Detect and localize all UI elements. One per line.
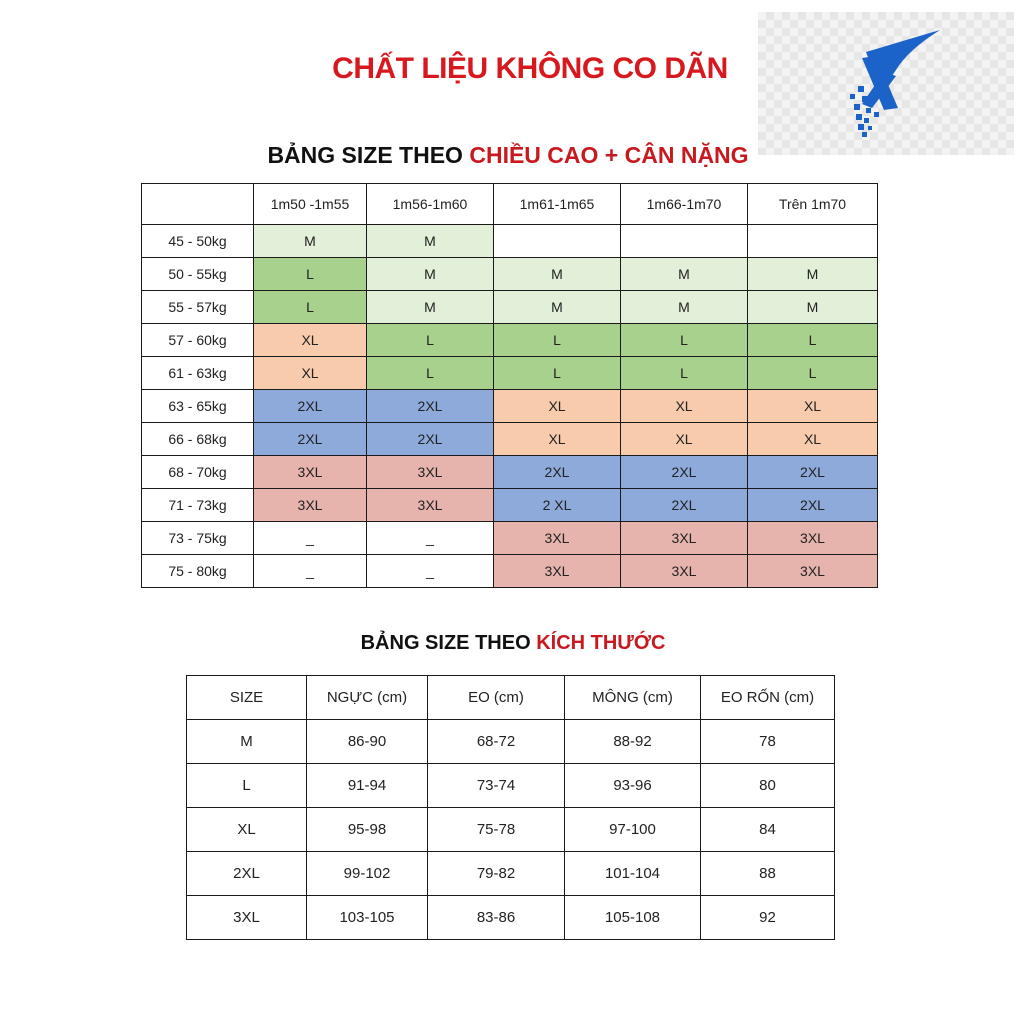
size-cell: 3XL [621,522,748,555]
size-label-cell: 2XL [187,852,307,896]
weight-range-label: 45 - 50kg [142,225,254,258]
table-row [142,357,878,390]
size-cell: M [254,225,367,258]
size-cell: _ [367,522,494,555]
size-cell: M [367,225,494,258]
measurement-cell: 88 [701,852,835,896]
weight-range-label: 57 - 60kg [142,324,254,357]
measurement-cell: 79-82 [428,852,565,896]
table-row [142,291,878,324]
size-cell: M [367,258,494,291]
table-row [142,555,878,588]
table-row [142,225,878,258]
measurement-cell: 73-74 [428,764,565,808]
size-cell: M [367,291,494,324]
size-cell: M [621,291,748,324]
height-weight-table-title [0,142,1016,169]
measurement-cell: 68-72 [428,720,565,764]
measurement-cell: 78 [701,720,835,764]
column-header: MÔNG (cm) [565,676,701,720]
size-cell [621,225,748,258]
measurement-size-table [186,675,835,940]
size-cell: XL [254,324,367,357]
size-cell: L [748,324,878,357]
size-cell: L [494,357,621,390]
measurement-cell: 95-98 [307,808,428,852]
measurement-table-title [0,632,1024,655]
size-label-cell: 3XL [187,896,307,940]
x-checkmark-logo-icon [758,12,1014,155]
table-header-row [142,184,878,225]
size-cell: L [367,324,494,357]
column-header: EO RỐN (cm) [701,676,835,720]
size-cell: XL [748,390,878,423]
size-cell: 3XL [748,522,878,555]
table-row [187,852,835,896]
size-cell: 2XL [748,456,878,489]
measurement-cell: 93-96 [565,764,701,808]
size-cell: XL [621,423,748,456]
size-cell: 3XL [254,489,367,522]
size-label-cell: M [187,720,307,764]
size-cell: _ [254,522,367,555]
measurement-cell: 84 [701,808,835,852]
size-cell: 2 XL [494,489,621,522]
size-label-cell: XL [187,808,307,852]
size-cell: M [494,258,621,291]
size-cell: XL [621,390,748,423]
brand-logo [758,12,1014,155]
measurement-cell: 80 [701,764,835,808]
column-header: 1m50 -1m55 [254,184,367,225]
size-cell: XL [254,357,367,390]
measurement-cell: 103-105 [307,896,428,940]
weight-range-label: 66 - 68kg [142,423,254,456]
size-cell: L [621,357,748,390]
size-cell: M [748,291,878,324]
column-header: Trên 1m70 [748,184,878,225]
size-cell: L [254,291,367,324]
table-row [142,456,878,489]
size-cell: L [494,324,621,357]
size-cell: 2XL [494,456,621,489]
measurement-cell: 86-90 [307,720,428,764]
table-row [187,808,835,852]
measurement-cell: 97-100 [565,808,701,852]
table-row [142,423,878,456]
measurement-cell: 92 [701,896,835,940]
size-cell: 2XL [621,489,748,522]
measurement-cell: 105-108 [565,896,701,940]
size-cell: L [367,357,494,390]
column-header: EO (cm) [428,676,565,720]
measurement-title-highlight: KÍCH THƯỚC [536,632,666,654]
table-row [142,489,878,522]
size-cell: 3XL [494,555,621,588]
size-cell: XL [494,390,621,423]
measurement-cell: 75-78 [428,808,565,852]
size-cell [748,225,878,258]
weight-range-label: 63 - 65kg [142,390,254,423]
page-title: CHẤT LIỆU KHÔNG CO DÃN [332,52,728,85]
size-cell: M [748,258,878,291]
size-cell: 2XL [367,390,494,423]
column-header: 1m61-1m65 [494,184,621,225]
measurement-cell: 99-102 [307,852,428,896]
size-cell: M [621,258,748,291]
weight-range-label: 55 - 57kg [142,291,254,324]
size-cell: L [254,258,367,291]
column-header: 1m66-1m70 [621,184,748,225]
size-cell: _ [254,555,367,588]
table-row [142,390,878,423]
size-cell: L [621,324,748,357]
weight-range-label: 61 - 63kg [142,357,254,390]
size-cell: 3XL [367,489,494,522]
measurement-cell: 101-104 [565,852,701,896]
size-cell: 2XL [748,489,878,522]
size-cell: _ [367,555,494,588]
weight-range-label: 68 - 70kg [142,456,254,489]
size-cell: 3XL [621,555,748,588]
size-cell: 2XL [621,456,748,489]
size-cell [494,225,621,258]
size-cell: 2XL [367,423,494,456]
measurement-cell: 91-94 [307,764,428,808]
size-cell: 2XL [254,423,367,456]
size-cell: XL [494,423,621,456]
height-weight-size-table [141,183,878,588]
measurement-cell: 88-92 [565,720,701,764]
height-weight-title-highlight: CHIỀU CAO + CÂN NẶNG [469,142,749,168]
column-header: NGỰC (cm) [307,676,428,720]
table-corner-cell [142,184,254,225]
table-row [187,764,835,808]
table-row [187,720,835,764]
height-weight-title-prefix: BẢNG SIZE THEO [267,142,470,168]
size-cell: 3XL [254,456,367,489]
measurement-title-prefix: BẢNG SIZE THEO [360,632,537,654]
column-header: 1m56-1m60 [367,184,494,225]
table-row [187,896,835,940]
weight-range-label: 50 - 55kg [142,258,254,291]
size-cell: 3XL [494,522,621,555]
size-cell: 3XL [748,555,878,588]
size-cell: XL [748,423,878,456]
size-cell: 3XL [367,456,494,489]
weight-range-label: 73 - 75kg [142,522,254,555]
table-row [142,324,878,357]
weight-range-label: 71 - 73kg [142,489,254,522]
size-cell: M [494,291,621,324]
table-row [142,522,878,555]
table-header-row [187,676,835,720]
weight-range-label: 75 - 80kg [142,555,254,588]
column-header: SIZE [187,676,307,720]
table-row [142,258,878,291]
size-label-cell: L [187,764,307,808]
size-cell: 2XL [254,390,367,423]
measurement-cell: 83-86 [428,896,565,940]
size-cell: L [748,357,878,390]
